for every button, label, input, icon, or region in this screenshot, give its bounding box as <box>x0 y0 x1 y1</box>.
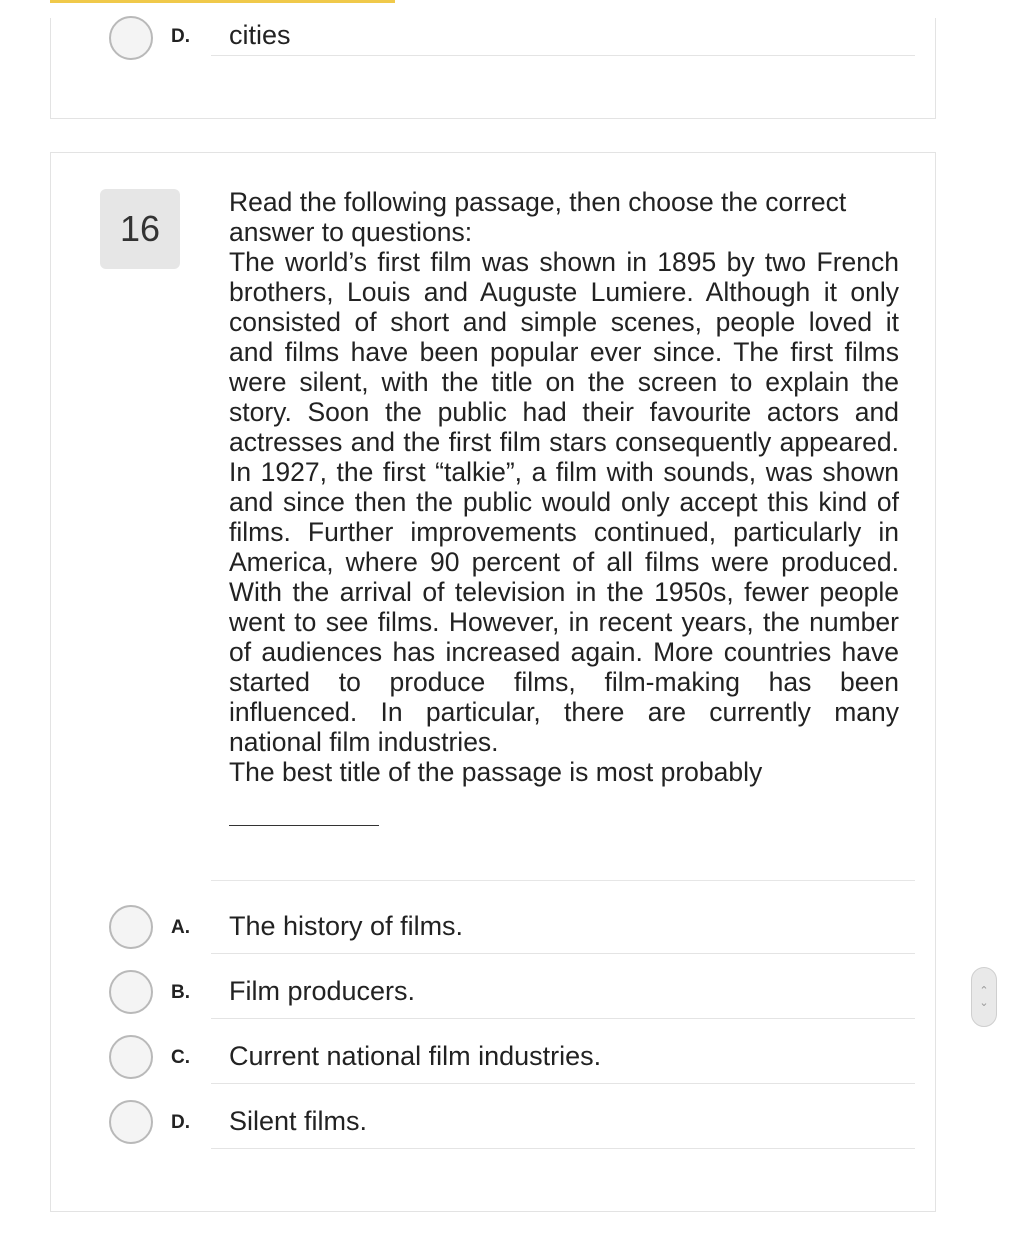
question-number: 16 <box>100 189 180 269</box>
option-d[interactable] <box>51 1090 935 1154</box>
option-letter: B. <box>171 982 190 1003</box>
option-text: Silent films. <box>229 1106 368 1136</box>
question-divider <box>211 880 915 881</box>
previous-question-card <box>50 18 936 119</box>
radio-button[interactable] <box>109 1035 153 1079</box>
radio-button[interactable] <box>109 1100 153 1144</box>
option-divider <box>211 55 915 56</box>
option-letter: D. <box>171 1112 190 1133</box>
radio-button[interactable] <box>109 905 153 949</box>
option-divider <box>211 1018 915 1019</box>
scroll-handle[interactable] <box>971 967 997 1027</box>
option-text: The history of films. <box>229 911 464 941</box>
question-prompt: The best title of the passage is most probably <box>229 757 763 787</box>
option-letter: C. <box>171 1047 190 1068</box>
option-b[interactable] <box>51 960 935 1024</box>
radio-button[interactable] <box>109 16 153 60</box>
option-text: Film producers. <box>229 976 416 1006</box>
option-c[interactable] <box>51 1025 935 1089</box>
radio-button[interactable] <box>109 970 153 1014</box>
question-16-card <box>50 152 936 1212</box>
option-a[interactable] <box>51 895 935 959</box>
option-text: cities <box>229 20 291 50</box>
question-body <box>229 187 899 787</box>
chevron-up-icon[interactable]: ⌃ <box>979 985 989 997</box>
option-divider <box>211 953 915 954</box>
option-text: Current national film industries. <box>229 1041 602 1071</box>
answer-blank <box>229 825 379 826</box>
question-instruction: Read the following passage, then choose the correct answer to questions: <box>229 187 847 247</box>
option-divider <box>211 1148 915 1149</box>
passage-text: The world’s first film was shown in 1895 by two French brothers, Louis and Auguste Lumiere. Although it only consisted of short and simple scenes, people loved it and films have been popular ever since. The first films were silent, with the title on the screen to explain the story. Soon the public had their favourite actors and actresses and the first film stars consequently appeared. In 1927, the first “talkie”, a film with sounds, was shown and since then the public would only accept this kind of films. Further improvements continued, particularly in America, where 90 percent of all films were produced. With the arrival of television in the 1950s, fewer people went to see films. However, in recent years, the number of audiences has increased again. More countries have started to produce films, film-making has been influenced. In particular, there are currently many national film industries. <box>229 247 899 757</box>
chevron-down-icon[interactable]: ⌄ <box>979 997 989 1009</box>
option-divider <box>211 1083 915 1084</box>
option-letter: A. <box>171 917 190 938</box>
top-accent-bar <box>50 0 395 3</box>
option-d-previous[interactable] <box>51 12 935 76</box>
option-letter: D. <box>171 26 190 47</box>
